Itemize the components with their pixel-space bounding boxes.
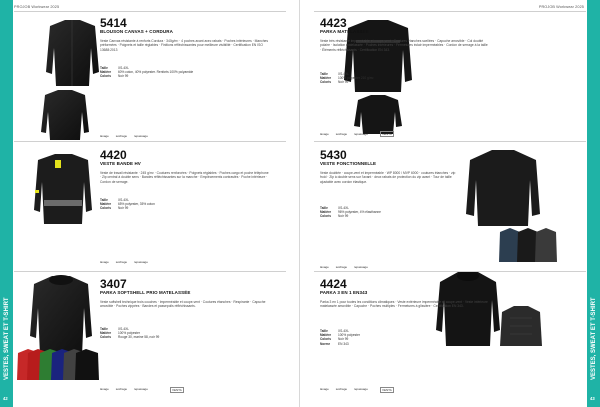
product-name: PARKA 3 EN 1 EN343 <box>320 290 368 295</box>
section-label: VESTES, SWEAT ET T-SHIRT <box>590 297 597 380</box>
product-description: Veste de travail résistante · 245 g/m² · Coutures renforcées · Poignets réglables · Poches cargo et poche téléphone · Zip central à double sens · Bandes réfléchissantes sur la manche · Empiècements contrastés · Poche intérieure · Cordon de serrage. <box>100 171 269 184</box>
product-description: Veste softshell technique trois couches · Imperméable et coupe-vent · Coutures étanches · Respirante · Capuche amovible · Poches zippées · Bandes et passepoils réfléchissants. <box>100 300 266 309</box>
jacket-5414-back <box>41 90 89 140</box>
spec-value: 96% polyester, 4% élasthanne <box>338 210 381 215</box>
care-icons <box>100 260 154 264</box>
dry-icon: séchage <box>115 260 128 264</box>
spec-value: XS-4XL <box>118 327 129 331</box>
separator <box>314 271 586 272</box>
care-icons <box>100 134 154 138</box>
spec-value: XS-4XL <box>338 206 349 210</box>
jacket-5414-front <box>46 20 99 86</box>
spec-value: Noir 99 <box>338 337 349 342</box>
product-name: BLOUSON CANVAS + CORDURA <box>100 29 173 34</box>
jacket-3407-front <box>30 275 92 356</box>
spec-key: Matière <box>320 333 332 338</box>
product-code: 4420 <box>100 148 127 162</box>
spec-key: Coloris <box>100 206 111 211</box>
iron-icon: repassage <box>353 387 368 391</box>
running-header: PROJOB Workwear 2025 <box>14 5 60 9</box>
separator <box>14 141 286 142</box>
spec-standard <box>320 342 430 346</box>
product-4423 <box>320 16 600 142</box>
wash-icon: lavage <box>320 132 329 136</box>
jacket-3407-colorways <box>17 349 99 380</box>
spec-key: Coloris <box>100 74 111 79</box>
section-label: VESTES, SWEAT ET T-SHIRT <box>3 297 10 380</box>
product-specs <box>100 66 270 79</box>
spec-key: Norme <box>320 341 331 346</box>
product-code: 4424 <box>320 277 347 291</box>
spec-value: 100% polyester <box>338 333 360 338</box>
page-number: 43 <box>590 396 595 401</box>
dry-icon: séchage <box>335 387 348 391</box>
product-description: Veste très résistante imperméable et coupe-vent · Coutures étanches scellées · Capuche amovible · Col doublé polaire · Isolation matelassée · Poches intérieures · Fermetures éclair imperméables · Cordon de serrage à la taille · Éléments réfléchissants · Certification EN 343. <box>320 39 488 52</box>
page-number: 42 <box>3 396 8 401</box>
spec-value: XS-4XL <box>338 72 349 76</box>
product-name: PARKA SOFTSHELL PRIO MATELASSÉE <box>100 290 191 295</box>
separator <box>314 141 586 142</box>
spec-key: Coloris <box>320 337 331 342</box>
spec-key: Taille <box>320 72 328 76</box>
product-4424 <box>320 277 600 403</box>
spec-value: Noir 99 <box>118 206 129 211</box>
iron-icon: repassage <box>353 132 368 136</box>
iron-icon: repassage <box>353 265 368 269</box>
product-description: Parka 3 en 1 pour toutes les conditions climatiques · Veste extérieure imperméable et coupe-vent · Veste intérieure matelassée amovible · Capuche · Poches multiples · Fermetures à glissière · Certification EN 343. <box>320 300 488 309</box>
product-specs <box>320 72 488 85</box>
brand-badge: VENTA <box>382 388 392 392</box>
spec-value: 100% polyester 210 g/m² <box>338 76 374 81</box>
spec-color <box>100 335 270 339</box>
dry-icon: séchage <box>335 265 348 269</box>
spec-value: Noir 99 <box>118 74 129 79</box>
spec-key: Matière <box>100 331 112 336</box>
spec-color <box>100 206 270 210</box>
iron-icon: repassage <box>133 134 148 138</box>
dry-icon: séchage <box>115 387 128 391</box>
spec-value: 65% polyester, 35% coton <box>118 202 155 207</box>
care-icons <box>320 132 374 136</box>
product-specs <box>320 206 460 219</box>
spec-color <box>100 74 270 78</box>
spec-key: Taille <box>100 327 108 331</box>
spec-value: XS-4XL <box>118 198 129 202</box>
spec-value: XS-4XL <box>118 66 129 70</box>
spec-key: Taille <box>100 66 108 70</box>
spec-value: Noir 99 <box>338 214 349 219</box>
iron-icon: repassage <box>133 260 148 264</box>
spec-color <box>320 80 488 84</box>
spec-value: EN 343 <box>338 341 349 346</box>
spec-key: Coloris <box>320 80 331 85</box>
product-specs <box>100 198 270 211</box>
spec-key: Matière <box>320 76 332 81</box>
wash-icon: lavage <box>320 265 329 269</box>
separator <box>14 271 286 272</box>
product-code: 5414 <box>100 16 127 30</box>
product-5430 <box>320 148 600 274</box>
care-icons <box>320 387 374 391</box>
spec-key: Taille <box>320 329 328 333</box>
spec-value: Rouge 30, marine 58, noir 99 <box>118 335 160 340</box>
product-specs <box>320 329 430 346</box>
spec-key: Coloris <box>100 335 111 340</box>
spec-key: Matière <box>320 210 332 215</box>
spec-color <box>320 214 460 218</box>
spec-key: Taille <box>320 206 328 210</box>
spec-value: 100% polyester <box>118 331 140 336</box>
product-name: VESTE BANDE HV <box>100 161 141 166</box>
spec-value: XS-4XL <box>338 329 349 333</box>
wash-icon: lavage <box>320 387 329 391</box>
wash-icon: lavage <box>100 134 109 138</box>
product-code: 5430 <box>320 148 347 162</box>
dry-icon: séchage <box>335 132 348 136</box>
wash-icon: lavage <box>100 260 109 264</box>
spec-key: Taille <box>100 198 108 202</box>
product-name: PARKA MATELASSÉE <box>320 29 369 34</box>
brand-badge: VENTA <box>382 132 392 136</box>
dry-icon: séchage <box>115 134 128 138</box>
product-name: VESTE FONCTIONNELLE <box>320 161 377 166</box>
spec-value: Noir 99 <box>338 80 349 85</box>
spec-key: Coloris <box>320 214 331 219</box>
product-code: 3407 <box>100 277 127 291</box>
spec-key: Matière <box>100 202 112 207</box>
spec-key: Matière <box>100 70 112 75</box>
iron-icon: repassage <box>133 387 148 391</box>
product-code: 4423 <box>320 16 347 30</box>
wash-icon: lavage <box>100 387 109 391</box>
product-specs <box>100 327 270 340</box>
product-description: Veste Canvas résistante à renforts Cordura · 340g/m² · 4 poches avant avec rabats · Poches intérieures · Manches préformées · Poignets et taille réglables · Finitions réfléchissantes pour meilleure visibilité · Certification EN ISO 13688:2013 <box>100 39 269 52</box>
care-icons <box>320 265 374 269</box>
running-header: PROJOB Workwear 2025 <box>538 5 584 9</box>
spec-value: 60% coton, 40% polyester. Renforts 100% polyamide <box>118 70 194 75</box>
product-description: Veste doublée · coupe-vent et imperméable · WP 8000 / MVP 6000 · coutures étanches · zip froid · Zip à double sens sur l’avant · deux rabats de protection du zip avant · Tour de taille ajustable avec cordon élastique. <box>320 171 456 184</box>
brand-badge: VENTA <box>172 388 182 392</box>
care-icons <box>100 387 154 391</box>
jacket-4420-front <box>34 154 92 224</box>
